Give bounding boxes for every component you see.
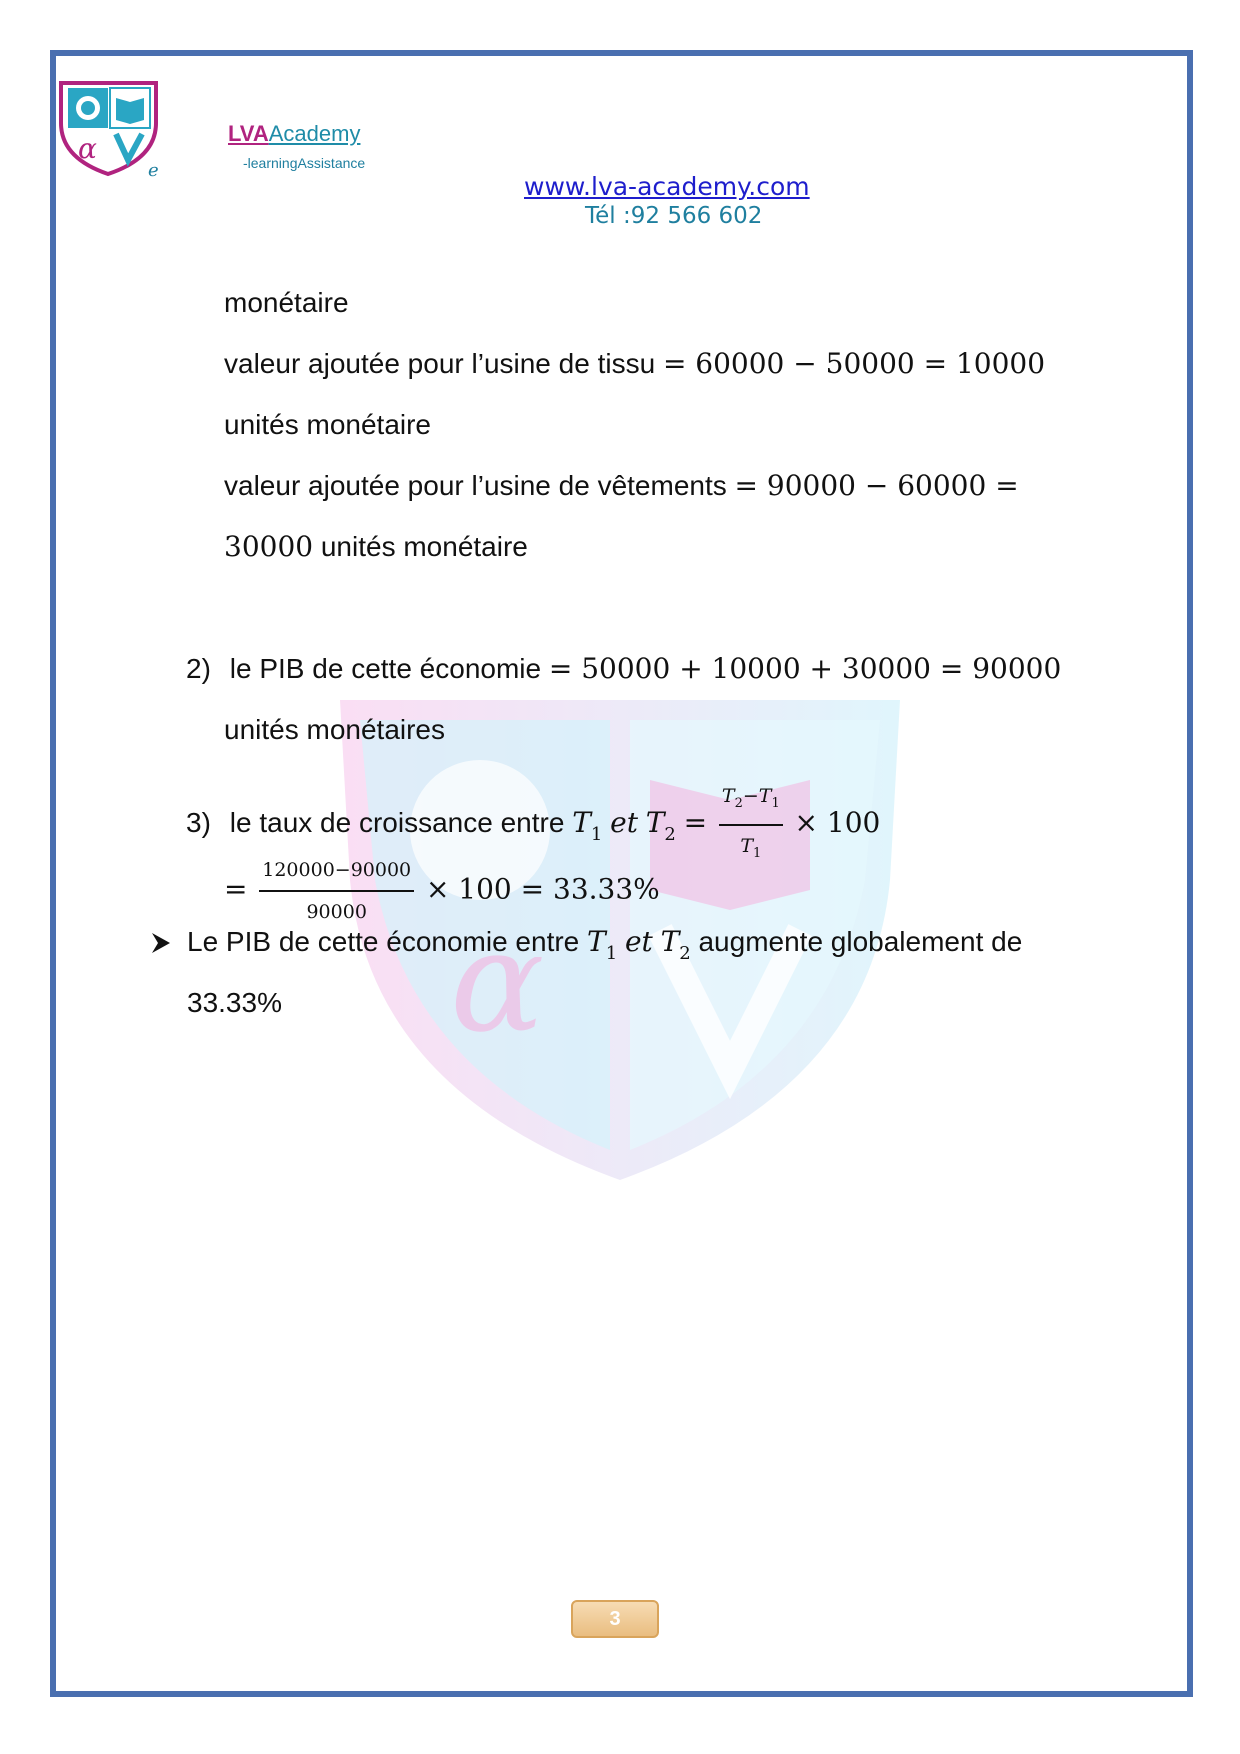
clothing-result-unit: unités monétaire [320,531,528,562]
item-2-unit: unités monétaires [224,714,446,745]
growth-formula-numerator: $T_2-T_1$ [719,778,783,826]
line-monetaire: monétaire [224,287,349,318]
item-3-text: le taux de croissance entre [229,807,565,839]
growth-formula-rhs: × 100 [794,806,881,840]
lva-logo-icon [56,78,166,178]
website-link[interactable]: www.lva-academy.com [524,172,810,201]
brand-suffix: Academy [268,121,361,146]
conclusion-text-2: augmente globalement de [698,926,1023,957]
svg-text:α: α [450,901,545,1064]
math-equals: = [683,806,708,840]
math-t1: $T_1$ [572,806,603,846]
calc-denominator: 90000 [306,901,367,923]
calc-result: × 100 = 33.33% [425,872,660,906]
brand-prefix: LVA [228,121,269,146]
value-added-fabric [224,346,1045,382]
conclusion [187,924,1022,964]
clothing-result-value: 30000 [224,530,314,563]
item-3-label: 3) [186,807,211,839]
conclusion-et: et [624,925,653,958]
conclusion-value: 33.33% [187,987,282,1018]
calc-fraction [259,852,414,930]
value-added-fabric-unit: unités monétaire [224,409,432,440]
growth-formula-denominator: $T_1$ [740,834,762,861]
logo-letter: e [148,160,159,178]
svg-text:α: α [78,132,97,165]
conclusion-text: Le PIB de cette économie entre [187,926,580,957]
phone-number: Tél :92 566 602 [585,203,763,229]
growth-calculation [224,852,660,930]
item-2-label: 2) [186,653,211,684]
math-t2: $T_2$ [645,806,676,846]
conclusion-t2: $T_2$ [660,925,691,964]
value-added-fabric-label: valeur ajoutée pour l’usine de tissu [224,348,656,379]
conclusion-t1: $T_1$ [587,925,618,964]
calc-equals: = [224,872,248,906]
value-added-clothing [224,468,1019,504]
value-added-fabric-math: = 60000 − 50000 = 10000 [662,347,1046,380]
value-added-clothing-result [224,529,528,565]
brand-subtitle: -learningAssistance [243,155,366,171]
item-2-math: = 50000 + 10000 + 30000 = 90000 [548,652,1062,685]
brand-name [228,121,360,147]
growth-formula-fraction [719,778,783,872]
math-et: et [610,806,638,840]
bullet-arrow-icon [150,931,172,955]
calc-numerator: 120000−90000 [259,852,414,892]
item-2-gdp [186,651,1061,687]
value-added-clothing-label: valeur ajoutée pour l’usine de vêtements [224,470,727,501]
item-2-text: le PIB de cette économie [229,653,542,684]
value-added-clothing-math: = 90000 − 60000 = [734,469,1019,502]
page-number: 3 [571,1600,659,1638]
